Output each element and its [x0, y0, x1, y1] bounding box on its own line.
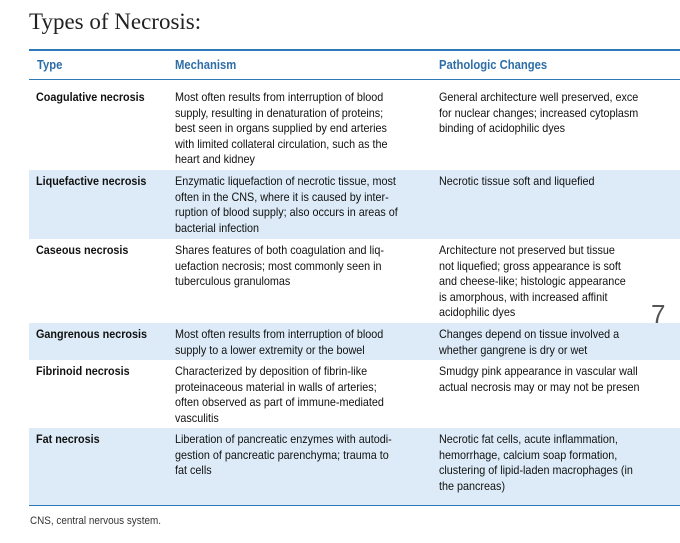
type-cell: Caseous necrosis — [36, 243, 129, 257]
table-row — [29, 170, 680, 239]
header-rule — [29, 79, 680, 80]
type-cell: Fat necrosis — [36, 432, 100, 446]
table-row — [29, 86, 680, 170]
pathologic-changes-cell: Architecture not preserved but tissue not liquefied; gross appearance is soft and cheese-like; histologic appearance is amorphous, with increased affinit acidophilic dyes — [439, 243, 626, 319]
table-bottom-rule — [29, 505, 680, 506]
pathologic-changes-cell: General architecture well preserved, exce for nuclear changes; increased cytoplasm binding of acidophilic dyes — [439, 90, 639, 135]
page-number: 7 — [651, 299, 666, 329]
type-cell: Coagulative necrosis — [36, 90, 145, 104]
table-row — [29, 360, 680, 428]
type-cell: Fibrinoid necrosis — [36, 364, 130, 378]
column-header-type: Type — [37, 58, 63, 72]
mechanism-cell: Most often results from interruption of blood supply, resulting in denaturation of proteins; best seen in organs supplied by end arteries with limited collateral circulation, such as the heart and kidney — [175, 90, 388, 166]
table-row — [29, 428, 680, 505]
table-row — [29, 239, 680, 323]
mechanism-cell: Liberation of pancreatic enzymes with autodi- gestion of pancreatic parenchyma; trauma to fat cells — [175, 432, 392, 477]
mechanism-cell: Most often results from interruption of blood supply to a lower extremity or the bowel — [175, 327, 384, 357]
mechanism-cell: Characterized by deposition of fibrin-like proteinaceous material in walls of arteries; often observed as part of immune-mediated vasculitis — [175, 364, 384, 425]
table-top-rule — [29, 49, 680, 51]
footnote: CNS, central nervous system. — [30, 515, 161, 527]
page-title: Types of Necrosis: — [29, 9, 202, 34]
pathologic-changes-cell: Necrotic fat cells, acute inflammation, hemorrhage, calcium soap formation, clustering of lipid-laden macrophages (in the pancreas) — [439, 432, 633, 493]
column-header-pathologic-changes: Pathologic Changes — [439, 58, 548, 72]
type-cell: Liquefactive necrosis — [36, 174, 147, 188]
pathologic-changes-cell: Smudgy pink appearance in vascular wall actual necrosis may or may not be presen — [439, 364, 640, 394]
mechanism-cell: Shares features of both coagulation and liq- uefaction necrosis; most commonly seen in tuberculous granulomas — [175, 243, 384, 288]
column-header-mechanism: Mechanism — [175, 58, 237, 72]
type-cell: Gangrenous necrosis — [36, 327, 148, 341]
pathologic-changes-cell: Changes depend on tissue involved a whether gangrene is dry or wet — [439, 327, 620, 357]
pathologic-changes-cell: Necrotic tissue soft and liquefied — [439, 174, 595, 188]
table-row — [29, 323, 680, 360]
mechanism-cell: Enzymatic liquefaction of necrotic tissue, most often in the CNS, where it is caused by inter- ruption of blood supply; also occurs in areas of bacterial infection — [175, 174, 398, 235]
